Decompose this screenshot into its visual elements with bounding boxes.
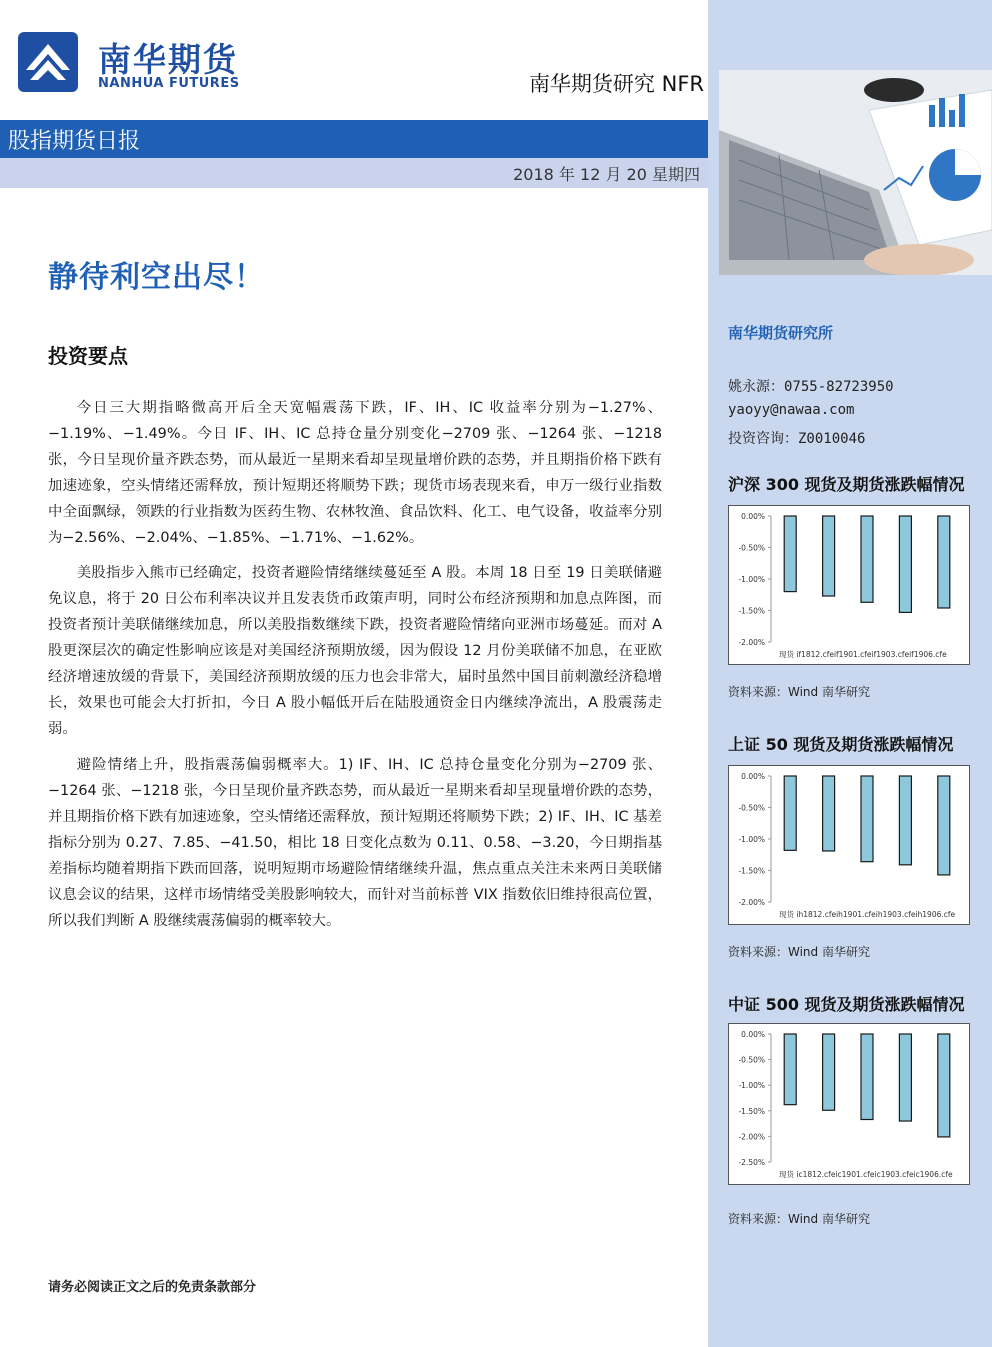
x-category-labels: 现货 ic1812.cfeic1901.cfeic1903.cfeic1906.cfe xyxy=(779,1170,953,1179)
y-tick-label: -0.50% xyxy=(738,803,765,813)
research-institute: 南华期货研究所 xyxy=(728,324,834,342)
bar xyxy=(823,1034,835,1110)
chart-2-svg xyxy=(729,766,969,924)
logo-chinese-name: 南华期货 xyxy=(98,40,238,79)
laptop-documents-photo xyxy=(719,70,992,275)
headline: 静待利空出尽！ xyxy=(48,260,265,295)
y-tick-label: -2.50% xyxy=(738,1158,765,1167)
bar xyxy=(861,776,873,862)
x-category-labels: 现货 ih1812.cfeih1901.cfeih1903.cfeih1906.cfe xyxy=(779,910,956,919)
x-category-labels: 现货 if1812.cfeif1901.cfeif1903.cfeif1906.cfe xyxy=(779,650,947,659)
y-tick-label: -1.50% xyxy=(738,606,765,616)
y-tick-label: -0.50% xyxy=(738,543,765,553)
y-tick-label: -1.50% xyxy=(738,866,765,876)
y-tick-label: 0.00% xyxy=(741,772,765,781)
report-date: 2018 年 12 月 20 星期四 xyxy=(513,165,700,184)
paragraph-1: 今日三大期指略微高开后全天宽幅震荡下跌，IF、IH、IC 收益率分别为−1.27%、−1.19%、−1.49%。今日 IF、IH、IC 总持仓量分别变化−2709 张、−1264 张、−1218 张，今日呈现价量齐跌态势，而从最近一星期来看却呈现量增价跌的态势，并且期指价格下跌有加速迹象，空头情绪还需释放，预计短期还将顺势下跌；现货市场表现来看，申万一级行业指数中全面飘绿，领跌的行业指数为医药生物、农林牧渔、食品饮料、化工、电气设备，收益率分别为−2.56%、−2.04%、−1.85%、−1.71%、−1.62%。 xyxy=(48,400,662,546)
y-tick-label: -1.00% xyxy=(738,1081,765,1091)
series-name: 南华期货研究 NFR xyxy=(528,72,704,96)
bar xyxy=(938,776,950,875)
paragraph-3: 避险情绪上升，股指震荡偏弱概率大。1) IF、IH、IC 总持仓量变化分别为−2709 张、−1264 张、−1218 张，今日呈现价量齐跌态势，而从最近一星期来看却呈现量增价跌的态势，并且期指价格下跌有加速迹象，空头情绪还需释放，预计短期还将顺势下跌；2) IF、IH、IC 基差指标分别为 0.27、7.85、−41.50，相比 18 日变化点数为 0.11、0.58、−3.20，今日期指基差指标均随着期指下跌而回落，说明短期市场避险情绪继续升温，焦点重点关注未来两日美联储议息会议的结果，这样市场情绪受美股影响较大，而针对当前标普 VIX 指数依旧维持很高位置，所以我们判断 A 股继续震荡偏弱的概率较大。 xyxy=(48,757,662,929)
chart-2-box xyxy=(728,765,970,925)
chart-3-title: 中证 500 现货及期货涨跌幅情况 xyxy=(728,995,965,1014)
paragraph-2: 美股指步入熊市已经确定，投资者避险情绪继续蔓延至 A 股。本周 18 日至 19 日美联储避免议息，将于 20 日公布利率决议并且发表货币政策声明，同时公布经济预期和加息点阵图，而投资者预计美联储继续加息，所以美股指数继续下跌，投资者避险情绪向亚洲市场蔓延。而对 A 股更深层次的确定性影响应该是对美国经济预期放缓，因为假设 12 月份美联储不加息，在亚欧经济增速放缓的背景下，美国经济预期放缓的压力也会非常大，届时虽然中国目前刺激经济稳增长，效果也可能会大打折扣，今日 A 股小幅低开后在陆股通资金日内继续净流出，A 股震荡走弱。 xyxy=(48,565,662,737)
license-number: 投资咨询：Z0010046 xyxy=(728,431,866,447)
y-tick-label: 0.00% xyxy=(741,512,765,521)
bar xyxy=(784,516,796,592)
chart-2-source: 资料来源：Wind 南华研究 xyxy=(728,945,870,959)
y-tick-label: -2.00% xyxy=(738,638,765,647)
y-tick-label: -1.00% xyxy=(738,835,765,844)
bar xyxy=(938,1034,950,1137)
analyst-email: yaoyy@nawaa.com xyxy=(728,402,855,418)
bar xyxy=(861,1034,873,1120)
y-tick-label: -2.00% xyxy=(738,898,765,907)
analyst-contact: 姚永源：0755-82723950 xyxy=(728,379,894,395)
chart-3-box xyxy=(728,1023,970,1185)
bar xyxy=(938,516,950,608)
nanhua-logo-mark xyxy=(16,30,80,94)
chart-1-title: 沪深 300 现货及期货涨跌幅情况 xyxy=(728,475,965,494)
disclaimer: 请务必阅读正文之后的免责条款部分 xyxy=(48,1280,257,1295)
bar xyxy=(899,516,911,612)
y-tick-label: 0.00% xyxy=(741,1030,765,1039)
chart-1-svg xyxy=(729,506,969,664)
bar xyxy=(823,776,835,851)
y-tick-label: -1.50% xyxy=(738,1106,765,1116)
bar xyxy=(899,776,911,865)
logo-english-name: NANHUA FUTURES xyxy=(98,76,240,91)
y-tick-label: -0.50% xyxy=(738,1055,765,1065)
chart-3-svg xyxy=(729,1024,969,1184)
section-title: 投资要点 xyxy=(48,344,128,368)
report-type: 股指期货日报 xyxy=(8,129,141,154)
y-tick-label: -2.00% xyxy=(738,1132,765,1142)
chart-1-box xyxy=(728,505,970,665)
y-tick-label: -1.00% xyxy=(738,575,765,584)
bar xyxy=(784,776,796,850)
bar xyxy=(861,516,873,602)
chart-1-source: 资料来源：Wind 南华研究 xyxy=(728,685,870,699)
bar xyxy=(823,516,835,596)
chart-2-title: 上证 50 现货及期货涨跌幅情况 xyxy=(728,735,954,754)
bar xyxy=(784,1034,796,1105)
chart-3-source: 资料来源：Wind 南华研究 xyxy=(728,1212,870,1226)
bar xyxy=(899,1034,911,1121)
